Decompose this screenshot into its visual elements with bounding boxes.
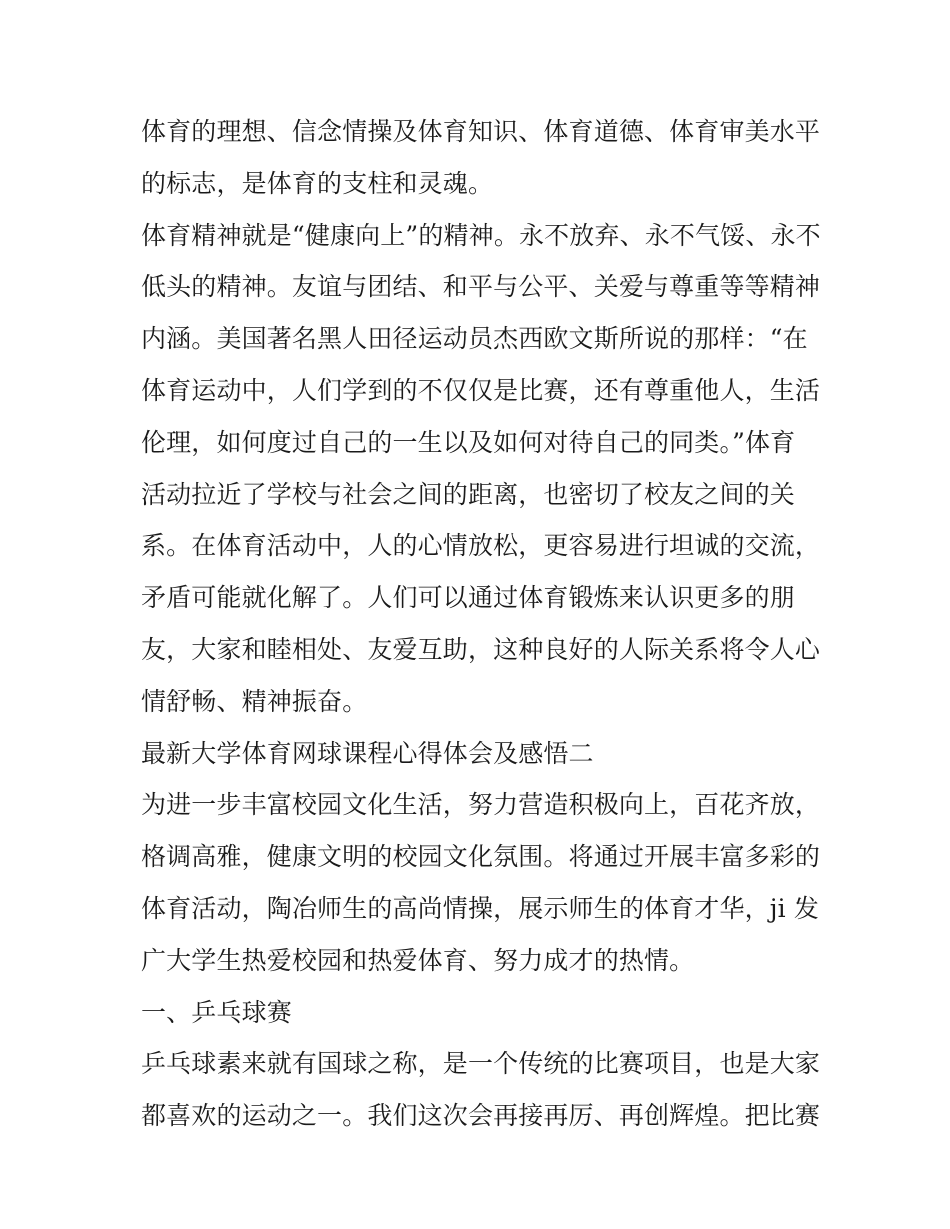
text-line: 友，大家和睦相处、友爱互助，这种良好的人际关系将令人心 xyxy=(141,634,821,664)
text-line: 低头的精神。友谊与团结、和平与公平、关爱与尊重等等精神 xyxy=(141,272,821,302)
text-line: 系。在体育活动中，人的心情放松，更容易进行坦诚的交流， xyxy=(141,531,821,561)
text-line: 情舒畅、精神振奋。 xyxy=(141,686,368,716)
text-line: 活动拉近了学校与社会之间的距离，也密切了校友之间的关 xyxy=(141,479,795,509)
text-line: 体育的理想、信念情操及体育知识、体育道德、体育审美水平 xyxy=(141,117,821,146)
text-line: 体育活动，陶冶师生的高尚情操，展示师生的体育才华，ji 发 xyxy=(141,893,820,923)
text-line: 乒乓球素来就有国球之称，是一个传统的比赛项目，也是大家 xyxy=(141,1049,821,1079)
subsection-heading: 一、乒乓球赛 xyxy=(141,997,292,1027)
text-line: 格调高雅，健康文明的校园文化氛围。将通过开展丰富多彩的 xyxy=(141,842,821,872)
document-body xyxy=(141,106,821,1142)
text-line: 体育精神就是“健康向上”的精神。永不放弃、永不气馁、永不 xyxy=(141,220,821,250)
text-line: 广大学生热爱校园和热爱体育、努力成才的热情。 xyxy=(141,945,695,975)
text-line: 矛盾可能就化解了。人们可以通过体育锻炼来认识更多的朋 xyxy=(141,583,795,613)
text-line: 都喜欢的运动之一。我们这次会再接再厉、再创辉煌。把比赛 xyxy=(141,1101,821,1131)
text-line: 的标志，是体育的支柱和灵魂。 xyxy=(141,168,494,198)
text-line: 为进一步丰富校园文化生活，努力营造积极向上，百花齐放， xyxy=(141,790,821,820)
text-line: 伦理，如何度过自己的一生以及如何对待自己的同类。”体育 xyxy=(141,427,796,457)
text-line: 体育运动中，人们学到的不仅仅是比赛，还有尊重他人，生活 xyxy=(141,375,821,405)
text-line: 内涵。美国著名黑人田径运动员杰西欧文斯所说的那样：“在 xyxy=(141,324,808,354)
section-heading: 最新大学体育网球课程心得体会及感悟二 xyxy=(141,738,594,768)
